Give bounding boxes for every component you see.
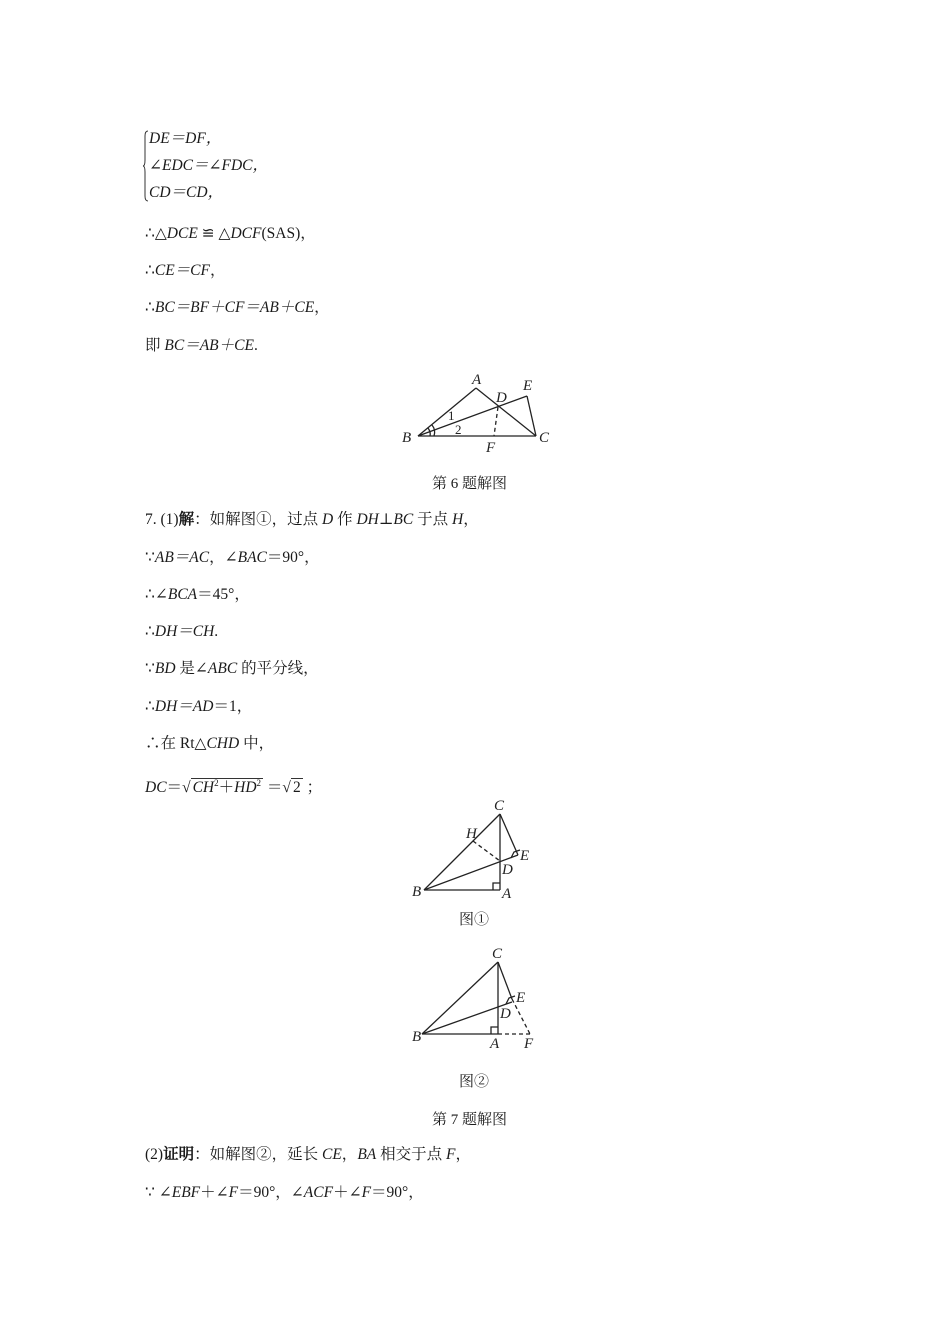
triangle-name: CHD <box>206 735 240 752</box>
q7-line-bisector <box>145 659 319 679</box>
punctuation: ， <box>210 262 226 279</box>
text: ∴在 Rt△ <box>145 735 207 752</box>
angle-name: ACF <box>303 1184 334 1201</box>
exponent: 2 <box>214 778 219 788</box>
label-f: F <box>486 440 496 456</box>
equation: BC＝BF＋CF＝AB＋CE <box>154 299 315 316</box>
q7-line-dh-ch <box>145 622 218 642</box>
equation: DH＝AD <box>154 698 214 715</box>
perpendicular-statement: DH⊥BC <box>356 511 414 528</box>
text: ＝90°，∠ <box>238 1184 304 1201</box>
proof-line-bc-sum <box>145 298 330 318</box>
angle-name: BCA <box>167 586 198 603</box>
punctuation: . <box>214 623 219 640</box>
q7-line-ab-ac <box>145 548 320 568</box>
text: 是∠ <box>175 660 208 677</box>
label-a: A <box>490 1036 500 1052</box>
therefore-symbol: ∴△ <box>145 225 167 242</box>
angle-2-label: 2 <box>455 422 462 437</box>
text: 于点 <box>413 511 452 528</box>
text: 相交于点 <box>376 1146 447 1163</box>
text: ＝1， <box>213 698 253 715</box>
punctuation: ， <box>314 299 330 316</box>
text: ＋∠ <box>200 1184 229 1201</box>
congruent-symbol: ≌ △ <box>197 225 231 242</box>
radical-icon: √ <box>282 779 291 796</box>
label-f: F <box>524 1036 534 1052</box>
therefore-symbol: ∴ <box>145 623 155 640</box>
equation: CE＝CF <box>154 262 210 279</box>
angle-name: F <box>361 1184 372 1201</box>
triangle-name: DCE <box>166 225 198 242</box>
punctuation: . <box>253 337 258 354</box>
angle-name: BAC <box>237 549 267 566</box>
therefore-symbol: ∴ <box>145 262 155 279</box>
angle-name: EBF <box>171 1184 201 1201</box>
triangle-name: DCF <box>230 225 262 242</box>
segment-name: BA <box>357 1146 377 1163</box>
figure-7-1-caption: 图① <box>459 912 490 928</box>
text: 中， <box>239 735 275 752</box>
text: ＝90°， <box>266 549 320 566</box>
proof-line-congruence <box>145 224 316 244</box>
conclusion-word: 即 <box>145 337 165 354</box>
figure-7-2-diagram <box>412 944 552 1054</box>
label-c: C <box>539 430 550 446</box>
reason-text: (SAS)， <box>261 225 316 242</box>
q7-part1-intro <box>145 510 479 530</box>
point-h: H <box>452 511 464 528</box>
segment-name: DC <box>145 779 167 796</box>
term: CH <box>192 779 215 796</box>
label-c: C <box>494 798 505 814</box>
label-d: D <box>496 390 507 406</box>
equation: AB＝AC <box>154 549 210 566</box>
system-row-2: ∠EDC＝∠FDC， <box>149 157 268 174</box>
label-e: E <box>516 990 526 1006</box>
label-d: D <box>500 1006 511 1022</box>
system-row-3: CD＝CD， <box>149 184 224 201</box>
q7-line-bca <box>145 585 250 605</box>
figure-7-1-diagram <box>412 798 552 903</box>
text: 作 <box>333 511 357 528</box>
q7-line-dc-value <box>145 773 322 798</box>
part-number: (2) <box>145 1146 164 1163</box>
figure-6-caption: 第 6 题解图 <box>432 476 508 492</box>
proof-line-conclusion <box>145 336 258 356</box>
radicand: 2 <box>292 779 301 796</box>
q7-line-dh-ad <box>145 697 252 717</box>
label-e: E <box>520 848 530 864</box>
q7-line-angle-sums <box>145 1183 424 1203</box>
system-row-1: DE＝DF， <box>149 130 222 147</box>
solution-keyword: 解 <box>178 511 195 528</box>
because-symbol: ∵ ∠ <box>145 1184 172 1201</box>
therefore-symbol: ∴ <box>145 698 155 715</box>
equation-system <box>143 128 443 206</box>
square-root-expression <box>182 773 263 798</box>
text: ＝90°， <box>371 1184 424 1201</box>
segment-name: BD <box>154 660 176 677</box>
text: ：如解图①，过点 <box>194 511 322 528</box>
figure-6-diagram <box>398 368 558 458</box>
punctuation: ， <box>341 1146 358 1163</box>
proof-line-ce-cf <box>145 261 226 281</box>
therefore-symbol: ∴ <box>145 299 155 316</box>
label-d: D <box>502 862 513 878</box>
equation: DH＝CH <box>154 623 215 640</box>
q7-part2-intro <box>145 1145 471 1165</box>
figure-7-caption: 第 7 题解图 <box>432 1112 508 1128</box>
label-a: A <box>502 886 512 902</box>
equation: BC＝AB＋CE <box>164 337 254 354</box>
label-b: B <box>402 430 412 446</box>
angle-1-label: 1 <box>448 408 455 423</box>
label-h: H <box>466 826 477 842</box>
square-root-value <box>282 778 302 798</box>
equals-sign: ＝ <box>166 779 183 796</box>
point-f: F <box>446 1146 456 1163</box>
q7-line-rt-triangle <box>145 734 274 754</box>
text: ，∠ <box>209 549 238 566</box>
point-d: D <box>321 511 334 528</box>
equals-sign: ＝ <box>263 779 283 796</box>
angle-name: F <box>228 1184 239 1201</box>
question-number: 7. (1) <box>145 511 179 528</box>
label-a: A <box>472 372 482 388</box>
exponent: 2 <box>256 778 262 788</box>
radical-icon: √ <box>182 779 191 796</box>
because-symbol: ∵ <box>145 660 155 677</box>
figure-7-2-caption: 图② <box>459 1074 490 1090</box>
proof-keyword: 证明 <box>163 1146 195 1163</box>
label-b: B <box>412 1029 422 1045</box>
angle-name: ABC <box>207 660 238 677</box>
punctuation: ； <box>302 779 323 796</box>
plus-sign: ＋ <box>218 779 235 796</box>
text: ＋∠ <box>333 1184 362 1201</box>
label-c: C <box>492 946 503 962</box>
text: ：如解图②，延长 <box>194 1146 322 1163</box>
segment-name: CE <box>321 1146 342 1163</box>
text: 的平分线， <box>237 660 319 677</box>
because-symbol: ∵ <box>145 549 155 566</box>
therefore-symbol: ∴∠ <box>145 586 168 603</box>
label-e: E <box>523 378 533 394</box>
term: HD <box>234 779 257 796</box>
punctuation: ， <box>455 1146 471 1163</box>
punctuation: ， <box>463 511 479 528</box>
text: ＝45°， <box>197 586 250 603</box>
label-b: B <box>412 884 422 900</box>
